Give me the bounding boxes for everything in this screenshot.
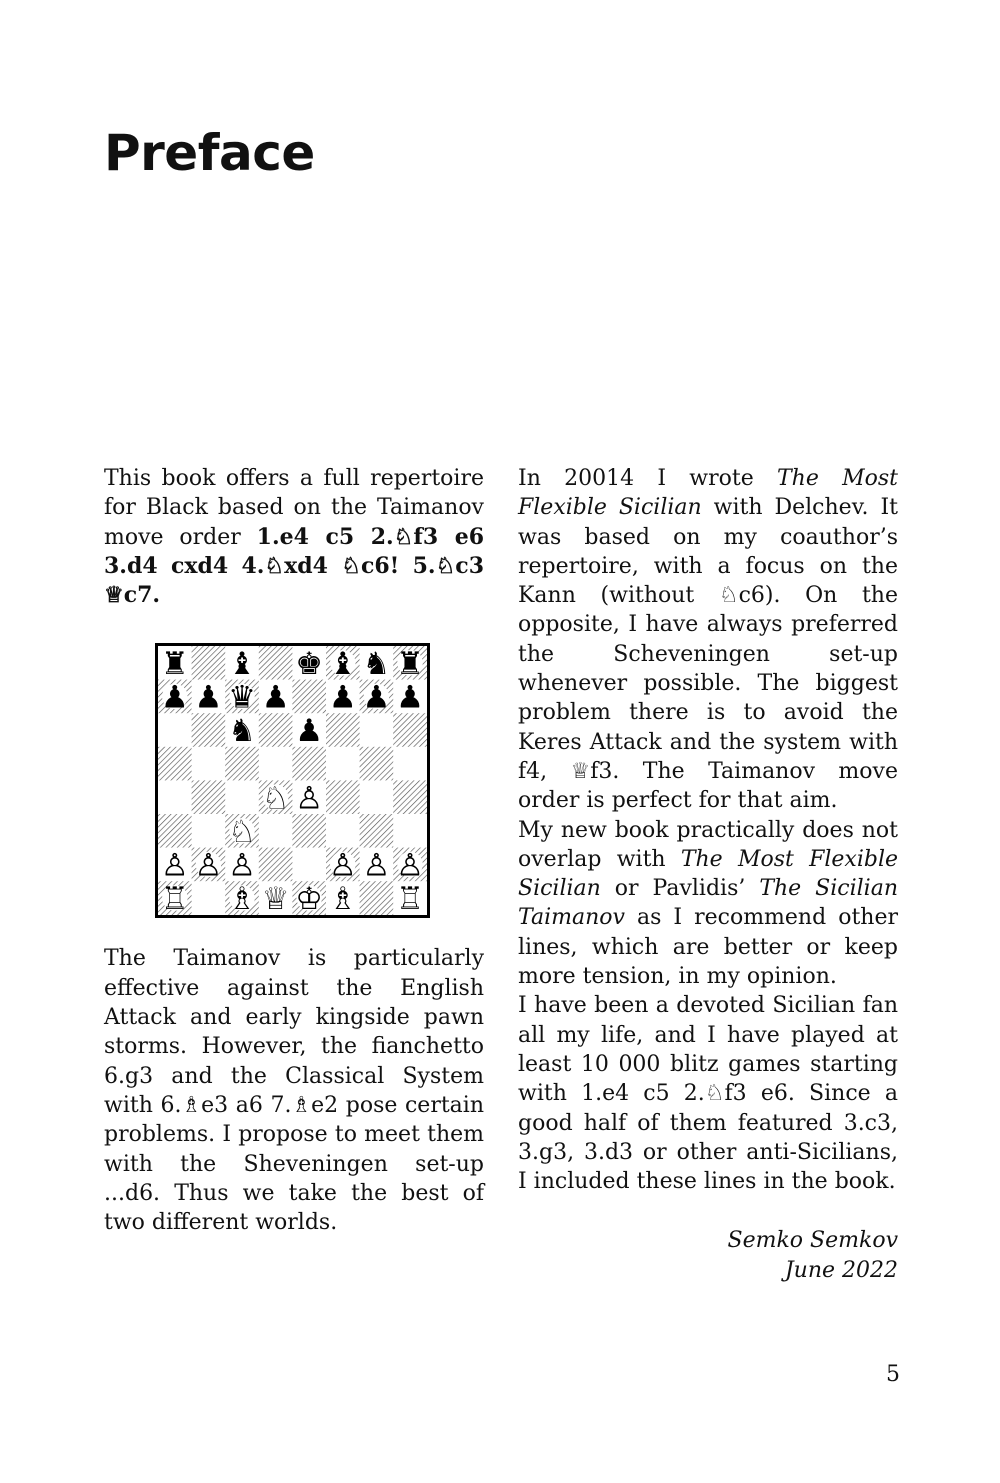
chess-piece-c7: ♛ <box>228 679 256 716</box>
chess-piece-e6: ♟ <box>295 713 324 750</box>
square-a6 <box>158 714 192 748</box>
square-e5 <box>292 747 326 781</box>
square-a5 <box>158 747 192 781</box>
text-run: My new book practically does not overlap with <box>518 817 898 872</box>
square-b4 <box>192 781 226 815</box>
chess-piece-b7: ♟ <box>194 679 223 716</box>
square-g6 <box>360 714 394 748</box>
square-e2 <box>292 848 326 882</box>
chess-piece-g2: ♙ <box>362 847 391 884</box>
left-column <box>104 464 484 1237</box>
square-a4 <box>158 781 192 815</box>
chess-piece-e1: ♔ <box>295 881 324 918</box>
square-h5 <box>393 747 427 781</box>
chess-piece-f2: ♙ <box>328 847 357 884</box>
chess-piece-b2: ♙ <box>194 847 223 884</box>
square-d2 <box>259 848 293 882</box>
author-name: Semko Semkov <box>727 1228 898 1254</box>
right-column <box>518 464 898 1285</box>
chess-piece-g8: ♞ <box>362 646 391 683</box>
intro-paragraph <box>104 464 484 610</box>
square-b3 <box>192 814 226 848</box>
square-b6 <box>192 714 226 748</box>
chess-piece-a8: ♜ <box>160 646 189 683</box>
chess-piece-c3: ♘ <box>228 814 256 851</box>
text-run: I have been a devoted Sicilian fan all my life, and I have played at least 10 000 blitz games starting with 1.e4 c5 2.♘f3 e6. Since a good half of them featured 3.c3, 3.g3, 3.d3 or other anti-Sicilians, I included these lines in the book. <box>518 993 898 1195</box>
text-run: In 20014 I wrote <box>518 466 777 491</box>
signature-date: June 2022 <box>784 1257 898 1283</box>
square-h4 <box>393 781 427 815</box>
square-h6 <box>393 714 427 748</box>
chess-piece-f1: ♗ <box>328 881 357 918</box>
square-c5 <box>225 747 259 781</box>
page-title: Preface <box>104 124 315 182</box>
square-g1 <box>360 882 394 916</box>
book-title: The Most Flexible Sicilian <box>518 466 898 521</box>
chessboard <box>155 643 430 918</box>
chess-piece-f7: ♟ <box>328 679 357 716</box>
square-d3 <box>259 814 293 848</box>
square-f4 <box>326 781 360 815</box>
square-d5 <box>259 747 293 781</box>
chess-piece-e8: ♚ <box>295 646 324 683</box>
chess-piece-f8: ♝ <box>328 646 357 683</box>
square-b8 <box>192 646 226 680</box>
square-e3 <box>292 814 326 848</box>
square-g5 <box>360 747 394 781</box>
chess-piece-d7: ♟ <box>261 679 290 716</box>
chess-piece-a2: ♙ <box>160 847 189 884</box>
signature <box>518 1226 898 1285</box>
chess-piece-e4: ♙ <box>295 780 324 817</box>
page-number: 5 <box>886 1362 900 1387</box>
book-title: The Most Flexible Sicilian <box>518 846 898 902</box>
square-d8 <box>259 646 293 680</box>
square-c4 <box>225 781 259 815</box>
right-paragraph-2 <box>518 816 898 992</box>
text-run: as I recommend other lines, which are better or keep more tension, in my opinion. <box>518 905 898 990</box>
square-b1 <box>192 882 226 916</box>
chess-piece-d1: ♕ <box>261 881 290 918</box>
square-g3 <box>360 814 394 848</box>
chess-piece-a7: ♟ <box>160 679 189 716</box>
text-run: with Delchev. It was based on my coauthor’s repertoire, with a focus on the Kann (without ♘c6). On the opposite, I have always preferred the Scheveningen set-up whenever possible. The biggest problem there is to avoid the Keres Attack and the system with f4, ♕f3. The Taimanov move order is perfect for that aim. <box>518 495 898 814</box>
square-g4 <box>360 781 394 815</box>
square-h3 <box>393 814 427 848</box>
chess-piece-g7: ♟ <box>362 679 391 716</box>
chess-piece-a1: ♖ <box>160 881 189 918</box>
right-paragraph-3 <box>518 991 898 1196</box>
chess-piece-h1: ♖ <box>396 881 424 918</box>
right-paragraph-1 <box>518 464 898 816</box>
square-f3 <box>326 814 360 848</box>
square-d6 <box>259 714 293 748</box>
text-run: or Pavlidis’ <box>600 876 760 902</box>
text-run: The Taimanov is particularly effective against the English Attack and early kingside pawn storms. However, the fianchetto 6.g3 and the Classical System with 6.♗e3 a6 7.♗e2 pose certain problems. I propose to meet them with the Sheveningen set-up ...d6. Thus we take the best of two different worlds. <box>104 946 484 1236</box>
chess-piece-c8: ♝ <box>228 646 256 683</box>
chess-piece-d4: ♘ <box>261 780 290 817</box>
square-b5 <box>192 747 226 781</box>
chess-piece-h2: ♙ <box>396 847 424 884</box>
chess-piece-h7: ♟ <box>396 679 424 716</box>
move-notation: 1.e4 c5 2.♘f3 e6 3.d4 cxd4 4.♘xd4 ♘c6! 5.♘c3 ♕c7. <box>104 523 485 609</box>
square-e7 <box>292 680 326 714</box>
chess-piece-c6: ♞ <box>228 713 256 750</box>
text-run: This book offers a full repertoire for Black based on the Taimanov move order <box>104 466 484 550</box>
square-f6 <box>326 714 360 748</box>
chess-diagram <box>155 643 430 918</box>
chess-piece-c1: ♗ <box>228 881 256 918</box>
chess-piece-c2: ♙ <box>228 847 256 884</box>
book-title: The Sicilian Taimanov <box>518 876 898 931</box>
taimanov-paragraph <box>104 944 484 1237</box>
chess-piece-h8: ♜ <box>396 646 424 683</box>
square-a3 <box>158 814 192 848</box>
square-f5 <box>326 747 360 781</box>
